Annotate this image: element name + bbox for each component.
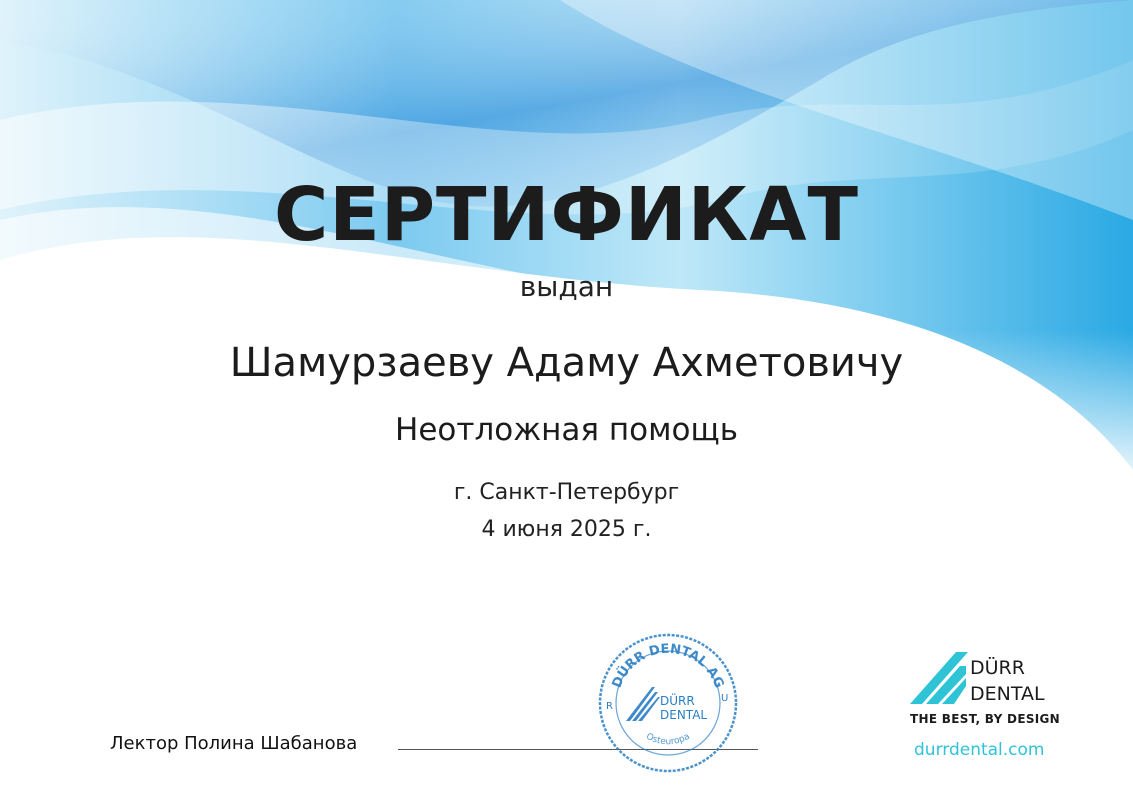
stamp-right-letter: U [721, 693, 729, 704]
stamp-logo-line1: DÜRR [660, 694, 695, 708]
issue-city: г. Санкт-Петербург [453, 480, 680, 505]
issue-date: 4 июня 2025 г. [481, 517, 652, 542]
course-name: Неотложная помощь [395, 412, 738, 448]
brand-tagline: THE BEST, BY DESIGN [910, 712, 1061, 726]
website-link[interactable]: durrdental.com [914, 740, 1045, 760]
stamp-logo-line2: DENTAL [660, 708, 708, 722]
lecturer-name: Лектор Полина Шабанова [110, 733, 358, 754]
logo-line1: DÜRR [970, 657, 1025, 679]
certificate-title: СЕРТИФИКАТ [273, 172, 860, 258]
stamp-bottom-text: Osteuropa [644, 731, 692, 748]
recipient-name: Шамурзаеву Адаму Ахметовичу [229, 340, 904, 386]
logo-line2: DENTAL [970, 683, 1045, 705]
stamp-top-text: DÜRR DENTAL AG [609, 641, 727, 691]
svg-text:Osteuropa [644, 732, 691, 748]
company-stamp [594, 629, 742, 777]
durr-dental-logo-mark-icon [910, 652, 968, 704]
stamp-logo-icon [626, 687, 660, 721]
stamp-left-letter: R [606, 701, 613, 712]
issued-label: выдан [519, 270, 614, 303]
